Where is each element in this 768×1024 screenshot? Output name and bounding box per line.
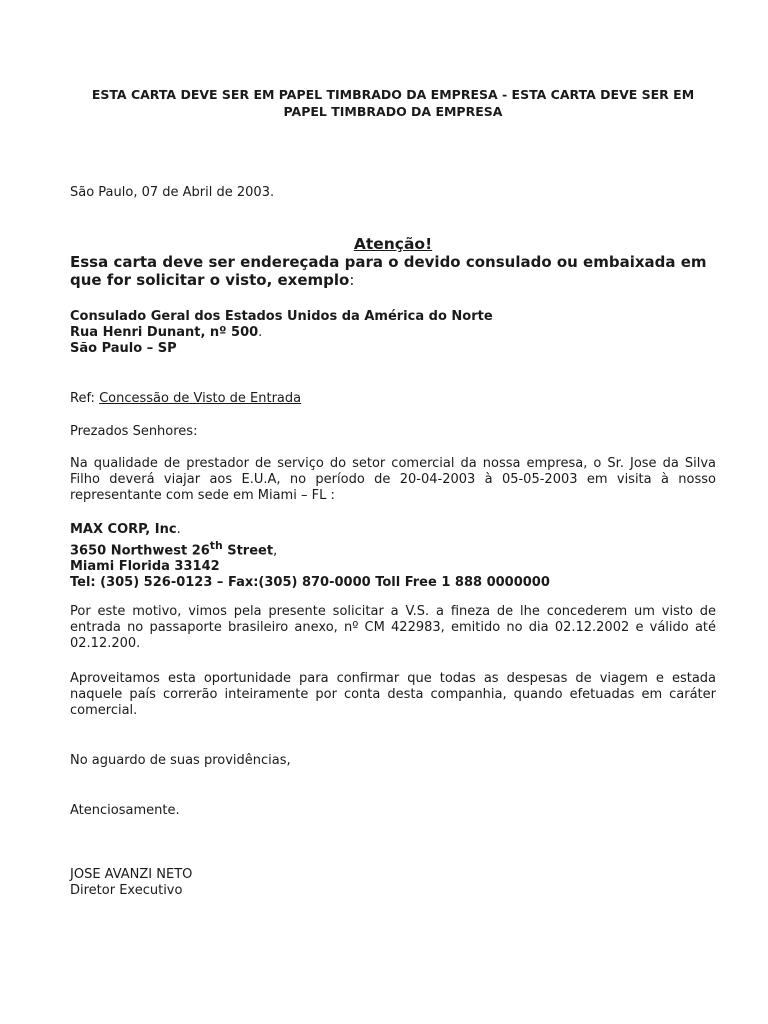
company-name-period: . bbox=[176, 522, 181, 537]
signature-block bbox=[70, 867, 716, 899]
body-paragraph-2: Por este motivo, vimos pela presente solicitar a V.S. a fineza de lhe concederem um visto de entrada no passaporte brasileiro anexo, nº CM 422983, emitido no dia 02.12.2002 e válido até 02.12.200. bbox=[70, 604, 716, 651]
attention-title bbox=[70, 235, 716, 253]
company-name: MAX CORP, Inc bbox=[70, 522, 177, 537]
body-paragraph-3: Aproveitamos esta oportunidade para confirmar que todas as despesas de viagem e estada naquele país correrão inteiramente por conta desta companhia, quando efetuadas em caráter comercial. bbox=[70, 671, 716, 718]
address-street-period: . bbox=[258, 325, 263, 340]
body-paragraph-1: Na qualidade de prestador de serviço do setor comercial da nossa empresa, o Sr. Jose da Silva Filho deverá viajar aos E.U.A, no período de 20-04-2003 à 05-05-2003 em visita à nosso representante com sede em Miami – FL : bbox=[70, 456, 716, 503]
address-line-1: Consulado Geral dos Estados Unidos da América do Norte bbox=[70, 309, 493, 324]
reference-label: Ref: bbox=[70, 391, 100, 406]
salutation: Prezados Senhores: bbox=[70, 424, 198, 439]
address-line-2 bbox=[70, 325, 716, 341]
letter-date: São Paulo, 07 de Abril de 2003. bbox=[70, 185, 275, 200]
company-phone: Tel: (305) 526-0123 – Fax:(305) 870-0000 Toll Free 1 888 0000000 bbox=[70, 575, 550, 591]
attention-note bbox=[70, 253, 716, 289]
closing-line: No aguardo de suas providências, bbox=[70, 753, 291, 768]
recipient-address bbox=[70, 309, 716, 357]
company-city: Miami Florida 33142 bbox=[70, 559, 220, 575]
attention-note-text: Essa carta deve ser endereçada para o devido consulado ou embaixada em que for solicitar o visto, exemplo bbox=[70, 253, 707, 289]
attention-title-text: Atenção! bbox=[353, 235, 433, 253]
company-street-comma: , bbox=[273, 543, 278, 559]
letterhead-notice: ESTA CARTA DEVE SER EM PAPEL TIMBRADO DA EMPRESA - ESTA CARTA DEVE SER EM PAPEL TIMBRADO DA EMPRESA bbox=[91, 87, 695, 119]
reference-subject: Concessão de Visto de Entrada bbox=[99, 391, 302, 406]
company-street-ordinal: th bbox=[209, 539, 223, 552]
company-street-line bbox=[70, 538, 716, 559]
attention-note-colon: : bbox=[349, 271, 355, 289]
signer-name: JOSE AVANZI NETO bbox=[70, 867, 193, 882]
valediction: Atenciosamente. bbox=[70, 803, 180, 818]
company-name-line bbox=[70, 522, 716, 538]
reference-line bbox=[70, 391, 716, 407]
company-street-name: Street bbox=[222, 543, 274, 559]
company-address bbox=[70, 522, 716, 591]
address-street: Rua Henri Dunant, nº 500 bbox=[70, 325, 259, 340]
signer-title: Diretor Executivo bbox=[70, 883, 183, 898]
address-line-3: São Paulo – SP bbox=[70, 341, 177, 356]
company-street-number: 3650 Northwest 26 bbox=[70, 543, 210, 559]
